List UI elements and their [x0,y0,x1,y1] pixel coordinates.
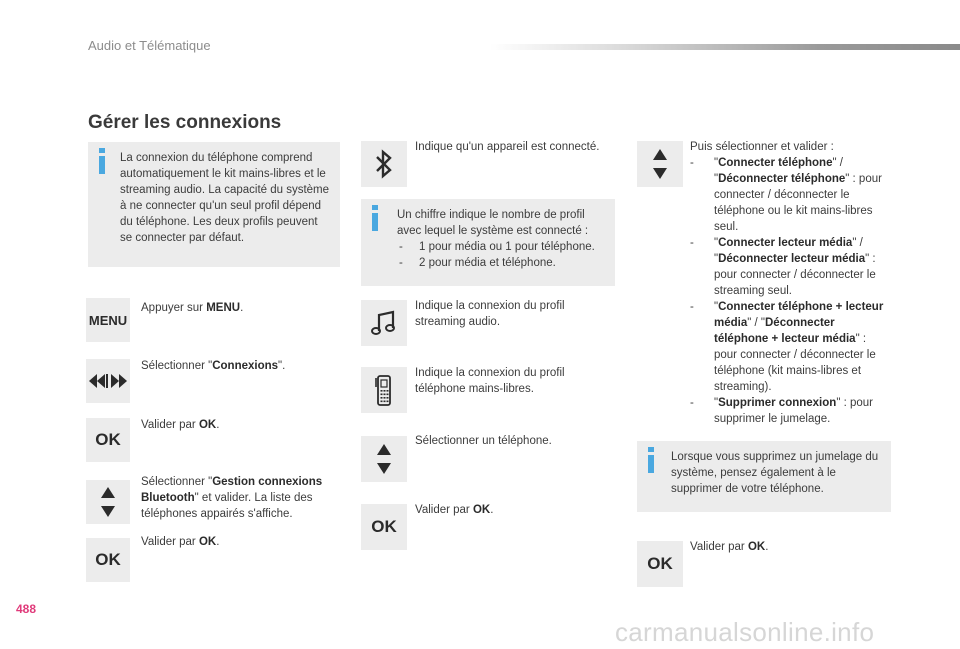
info-note-intro: Un chiffre indique le nombre de profil avec lequel le système est connecté : [397,209,589,237]
up-down-arrows-icon [637,141,683,187]
streaming-description: Indique la connexion du profil streaming audio. [415,300,565,328]
page-number: 488 [16,602,37,616]
mobile-phone-icon [361,367,407,413]
profile-count-list [397,239,605,271]
select-phone-text: Sélectionner un téléphone. [415,435,552,447]
info-note-text: Lorsque vous supprimez un jumelage du système, pensez également à le supprimer de votre téléphone. [671,451,879,495]
list-item: - "Supprimer connexion" : pour supprimer le jumelage. [690,395,890,427]
ok-button-icon: OK [86,538,130,582]
list-item: - "Connecter lecteur média" / "Déconnecter lecteur média" : pour connecter / déconnecter le streaming seul. [690,235,890,299]
watermark: carmanualsonline.info [615,617,875,647]
menu-button-icon: MENU [86,298,130,342]
ok-button-icon: OK [637,541,683,587]
music-note-icon [361,300,407,346]
step-validate-ok: Valider par OK. [690,541,769,553]
info-note-text: La connexion du téléphone comprend automatiquement le kit mains-libres et le streaming audio. La capacité du système à ne connecter qu'un seul profil dépend du téléphone. Les deux profils peuvent se connecter par défaut. [120,152,330,244]
bluetooth-description: Indique qu'un appareil est connecté. [415,141,600,153]
phone-description: Indique la connexion du profil téléphone mains-libres. [415,367,565,395]
section-header: Audio et Télématique [88,38,211,53]
info-icon [647,447,655,473]
step-select-bluetooth-management: Sélectionner "Gestion connexions Bluetooth" et valider. La liste des téléphones appairés s'affiche. [141,476,323,520]
list-item: - "Connecter téléphone" / "Déconnecter téléphone" : pour connecter / déconnecter le téléphone ou le kit mains-libres seul. [690,155,890,235]
info-note-delete-pairing [637,441,891,512]
list-item: - 2 pour média et téléphone. [397,255,605,271]
info-note-profile-count [361,199,615,286]
step-validate-ok: Valider par OK. [141,419,220,431]
header-bar [490,44,960,50]
step-press-menu: Appuyer sur MENU. [141,302,244,314]
step-select-connexions: Sélectionner "Connexions". [141,360,286,372]
step-validate-ok: Valider par OK. [141,536,220,548]
options-intro: Puis sélectionner et valider : [690,141,834,153]
info-note-connection [88,142,340,267]
list-item: - 1 pour média ou 1 pour téléphone. [397,239,605,255]
seek-arrows-icon [86,359,130,403]
info-icon [98,148,106,174]
list-item: - "Connecter téléphone + lecteur média" / "Déconnecter téléphone + lecteur média" : pour connecter / déconnecter le téléphone (kit mains-libres et streaming). [690,299,890,395]
connection-options [690,139,890,427]
page-title: Gérer les connexions [88,112,282,133]
ok-button-icon: OK [86,418,130,462]
info-icon [371,205,379,231]
up-down-arrows-icon [86,480,130,524]
up-down-arrows-icon [361,436,407,482]
bluetooth-icon [361,141,407,187]
ok-button-icon: OK [361,504,407,550]
step-validate-ok: Valider par OK. [415,504,494,516]
options-list [690,155,890,427]
